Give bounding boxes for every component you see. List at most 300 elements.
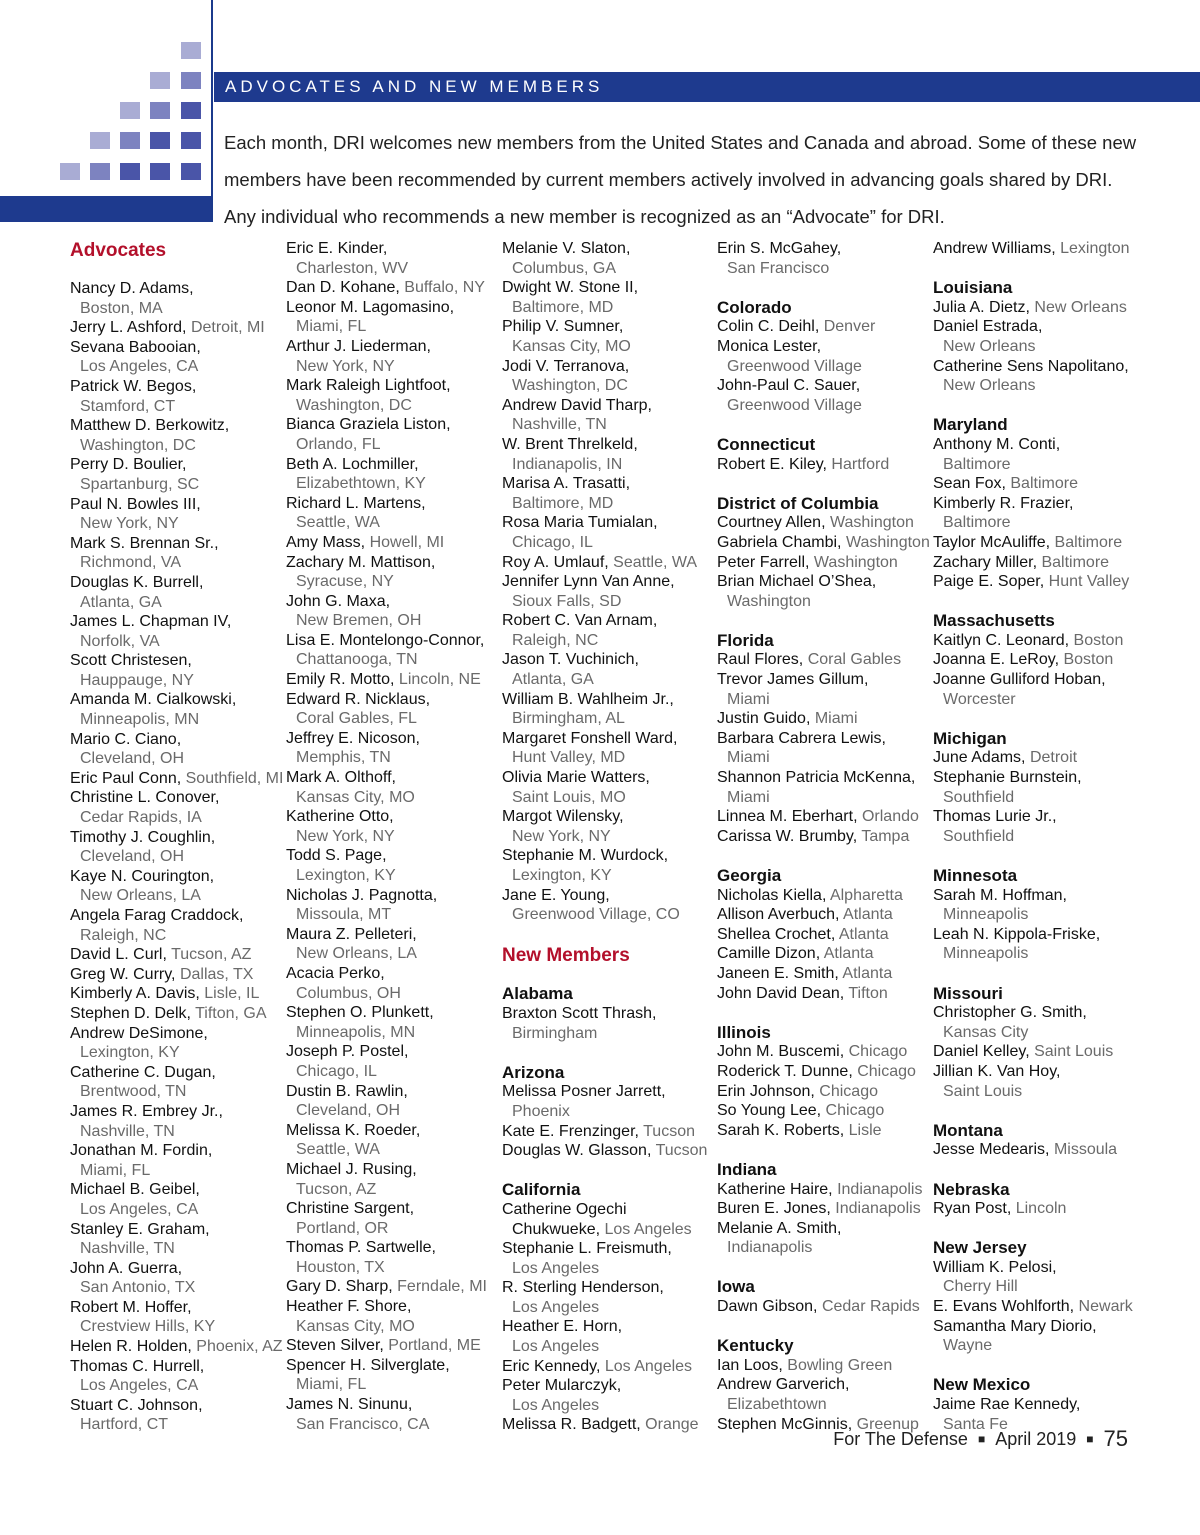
member-entry <box>70 1004 285 1024</box>
member-entry <box>502 650 717 670</box>
member-location: Lincoln <box>1011 1200 1067 1218</box>
member-name: Shellea Crochet, <box>717 925 836 943</box>
member-name: Andrew DeSimone, <box>70 1024 208 1042</box>
member-name: Courtney Allen, <box>717 514 826 532</box>
spacer <box>933 846 1148 866</box>
member-name: Scott Christesen, <box>70 652 192 670</box>
member-name: Jeffrey E. Nicoson, <box>286 729 420 747</box>
member-location: Baltimore <box>943 455 1011 473</box>
member-entry <box>933 670 1148 690</box>
member-location: Los Angeles <box>512 1396 600 1414</box>
member-name: Maura Z. Pelleteri, <box>286 925 417 943</box>
member-location: Minneapolis <box>943 945 1029 963</box>
member-location: Santa Fe <box>943 1415 1008 1433</box>
member-location: Kansas City, MO <box>512 337 631 355</box>
member-location: Washington, DC <box>512 377 628 395</box>
member-entry <box>502 729 717 749</box>
member-name: Eric Kennedy, <box>502 1357 601 1375</box>
member-name: Samantha Mary Diorio, <box>933 1317 1097 1335</box>
member-name: Daniel Kelley, <box>933 1043 1030 1061</box>
member-entry <box>502 1220 717 1240</box>
separator-icon: ■ <box>1086 1432 1094 1446</box>
member-location: Norfolk, VA <box>80 632 160 650</box>
member-entry <box>70 338 285 358</box>
section-title: ADVOCATES AND NEW MEMBERS <box>225 77 604 96</box>
member-name: Paul N. Bowles III, <box>70 495 201 513</box>
member-entry <box>717 1297 932 1317</box>
spacer <box>717 846 932 866</box>
member-location: Los Angeles <box>512 1259 600 1277</box>
member-name: Melanie V. Slaton, <box>502 240 631 257</box>
spacer <box>933 259 1148 279</box>
member-name: Robert M. Hoffer, <box>70 1298 192 1316</box>
member-name: Acacia Perko, <box>286 964 385 982</box>
member-name: Philip V. Sumner, <box>502 318 624 336</box>
member-name: Jodi V. Terranova, <box>502 357 630 375</box>
member-entry <box>933 886 1148 906</box>
member-entry <box>502 1357 717 1377</box>
state-heading: Massachusetts <box>933 611 1055 631</box>
member-location: Orlando, FL <box>296 435 381 453</box>
member-entry <box>286 1199 501 1219</box>
member-name: James R. Embrey Jr., <box>70 1102 223 1120</box>
state-heading: Georgia <box>717 866 782 885</box>
member-name: Stephen O. Plunkett, <box>286 1004 434 1022</box>
member-entry <box>70 690 285 710</box>
member-entry <box>502 357 717 377</box>
state-heading: Louisiana <box>933 278 1013 298</box>
member-name: Michael J. Rusing, <box>286 1160 417 1178</box>
member-location: Brentwood, TN <box>80 1083 187 1101</box>
member-name: Beth A. Lochmiller, <box>286 455 419 473</box>
member-name: Janeen E. Smith, <box>717 964 839 982</box>
member-entry <box>286 768 501 788</box>
member-entry <box>717 807 932 827</box>
member-name: Joanna E. LeRoy, <box>933 651 1060 669</box>
member-location: Atlanta <box>838 964 893 982</box>
member-entry <box>70 1141 285 1161</box>
member-name: Rosa Maria Tumialan, <box>502 514 658 532</box>
state-heading: Arizona <box>502 1062 565 1082</box>
member-location: Washington <box>825 514 914 532</box>
member-name: Trevor James Gillum, <box>717 671 869 689</box>
member-location: Chicago <box>821 1102 885 1120</box>
member-entry <box>933 572 1148 592</box>
member-entry <box>286 278 501 298</box>
member-name: Nancy D. Adams, <box>70 280 194 297</box>
member-location: Chattanooga, TN <box>296 651 418 669</box>
member-location: Indianapolis <box>727 1239 813 1257</box>
member-location: Buffalo, NY <box>399 279 485 297</box>
member-location: Kansas City, MO <box>296 788 415 806</box>
member-entry <box>70 1220 285 1240</box>
member-name: John-Paul C. Sauer, <box>717 377 861 395</box>
member-entry <box>717 827 932 847</box>
member-location: Detroit, MI <box>186 319 265 337</box>
member-entry <box>502 611 717 631</box>
member-location: Miami, FL <box>296 1376 367 1394</box>
member-name: Melissa K. Roeder, <box>286 1121 421 1139</box>
member-name: Greg W. Curry, <box>70 965 176 983</box>
member-location: Coral Gables, FL <box>296 710 417 728</box>
member-location: Los Angeles <box>600 1357 693 1375</box>
member-entry <box>502 846 717 866</box>
member-name: John David Dean, <box>717 984 845 1002</box>
member-entry <box>70 1396 285 1416</box>
state-heading: Kentucky <box>717 1336 794 1356</box>
member-name: William B. Wahlheim Jr., <box>502 690 674 708</box>
member-location: Lexington <box>1055 240 1130 257</box>
member-entry <box>502 886 717 906</box>
member-entry <box>717 376 932 396</box>
member-name: Brian Michael O’Shea, <box>717 573 877 591</box>
member-name: Amy Mass, <box>286 533 366 551</box>
member-location: Los Angeles, CA <box>80 1377 199 1395</box>
member-location: New York, NY <box>296 827 395 845</box>
spacer <box>717 474 932 494</box>
member-entry <box>502 317 717 337</box>
member-entry <box>933 494 1148 514</box>
member-entry <box>286 1003 501 1023</box>
member-entry <box>717 964 932 984</box>
member-entry <box>70 965 285 985</box>
member-name: Jane E. Young, <box>502 886 610 904</box>
state-heading: Florida <box>717 630 774 650</box>
member-name: John A. Guerra, <box>70 1259 183 1277</box>
page-number: 75 <box>1103 1426 1128 1451</box>
member-entry <box>70 984 285 1004</box>
member-entry <box>933 298 1148 318</box>
member-entry <box>933 1317 1148 1337</box>
member-name: Roy A. Umlauf, <box>502 553 609 571</box>
member-name: Joanne Gulliford Hoban, <box>933 671 1106 689</box>
member-name: Melanie A. Smith, <box>717 1219 842 1237</box>
state-heading: Minnesota <box>933 866 1018 885</box>
member-location: Chicago, IL <box>512 533 593 551</box>
column-1 <box>70 239 285 1435</box>
member-entry <box>933 239 1148 259</box>
member-entry <box>502 1122 717 1142</box>
member-name: Christine L. Conover, <box>70 789 220 807</box>
member-location: Houston, TX <box>296 1258 385 1276</box>
member-name: Sarah M. Hoffman, <box>933 886 1067 904</box>
member-entry <box>717 1199 932 1219</box>
member-location: Minneapolis <box>943 906 1029 924</box>
member-name: David L. Curl, <box>70 946 167 964</box>
member-entry <box>286 846 501 866</box>
member-name: John M. Buscemi, <box>717 1043 845 1061</box>
member-entry <box>70 906 285 926</box>
state-heading: Colorado <box>717 297 792 317</box>
member-entry <box>717 533 932 553</box>
member-entry <box>70 1357 285 1377</box>
member-name: Ryan Post, <box>933 1200 1012 1218</box>
member-location: Saint Louis <box>1029 1043 1114 1061</box>
member-name: Emily R. Motto, <box>286 671 395 689</box>
member-name: Daniel Estrada, <box>933 318 1043 336</box>
member-name: Chukwueke, <box>512 1220 601 1238</box>
member-name: Kaye N. Courington, <box>70 867 215 885</box>
member-name: Catherine Sens Napolitano, <box>933 357 1129 375</box>
member-entry <box>933 357 1148 377</box>
logo-square <box>60 163 80 180</box>
member-name: John G. Maxa, <box>286 592 391 610</box>
member-entry <box>70 455 285 475</box>
member-name: Christopher G. Smith, <box>933 1004 1087 1022</box>
spacer <box>717 611 932 631</box>
member-name: Spencer H. Silverglate, <box>286 1356 450 1374</box>
member-location: Crestview Hills, KY <box>80 1318 216 1336</box>
member-name: Margot Wilensky, <box>502 808 624 826</box>
member-entry <box>717 984 932 1004</box>
member-name: Thomas C. Hurrell, <box>70 1357 205 1375</box>
state-heading: District of Columbia <box>717 493 879 513</box>
member-name: Bianca Graziela Liston, <box>286 416 451 434</box>
member-entry <box>70 1259 285 1279</box>
member-name: Monica Lester, <box>717 337 822 355</box>
member-location: Elizabethtown, KY <box>296 475 426 493</box>
member-entry <box>502 1376 717 1396</box>
member-location: Raleigh, NC <box>512 631 599 649</box>
logo-square <box>150 132 170 149</box>
spacer <box>502 1043 717 1063</box>
member-name: Melissa Posner Jarrett, <box>502 1083 666 1101</box>
member-location: Miami <box>727 749 770 767</box>
member-entry <box>70 1298 285 1318</box>
member-name: Timothy J. Coughlin, <box>70 828 216 846</box>
member-name: James L. Chapman IV, <box>70 613 232 631</box>
member-name: Camille Dizon, <box>717 945 821 963</box>
member-location: Greenwood Village, CO <box>512 906 680 924</box>
spacer <box>933 709 1148 729</box>
member-name: Sean Fox, <box>933 475 1006 493</box>
member-name: Joseph P. Postel, <box>286 1043 409 1061</box>
member-entry <box>933 1140 1148 1160</box>
member-name: June Adams, <box>933 749 1026 767</box>
member-name: Jennifer Lynn Van Anne, <box>502 573 675 591</box>
spacer <box>717 1317 932 1337</box>
member-location: Washington <box>727 592 811 610</box>
member-location: Denver <box>819 318 876 336</box>
state-heading: Michigan <box>933 728 1007 748</box>
member-entry <box>717 337 932 357</box>
member-location: Indianapolis <box>830 1200 921 1218</box>
state-heading: Iowa <box>717 1277 755 1297</box>
member-name: Taylor McAuliffe, <box>933 533 1051 551</box>
member-entry <box>933 474 1148 494</box>
member-name: Stanley E. Graham, <box>70 1220 210 1238</box>
member-name: Eric E. Kinder, <box>286 240 388 257</box>
member-name: Leah N. Kippola-Friske, <box>933 925 1101 943</box>
member-location: Hauppauge, NY <box>80 671 194 689</box>
page-footer <box>833 1426 1128 1452</box>
member-entry <box>717 455 932 475</box>
member-entry <box>502 1004 717 1024</box>
member-location: Cherry Hill <box>943 1278 1018 1296</box>
member-name: Robert E. Kiley, <box>717 455 827 473</box>
member-location: Miami, FL <box>80 1161 151 1179</box>
member-location: Dallas, TX <box>175 965 254 983</box>
member-location: Boston <box>1059 651 1114 669</box>
member-name: Kaitlyn C. Leonard, <box>933 631 1070 649</box>
member-entry <box>286 670 501 690</box>
member-entry <box>933 1062 1148 1082</box>
member-name: Peter Farrell, <box>717 553 810 571</box>
member-entry <box>717 572 932 592</box>
member-location: Saint Louis <box>943 1082 1023 1100</box>
member-location: Coral Gables <box>803 651 902 669</box>
column-3 <box>502 239 717 1435</box>
member-location: New Orleans <box>943 337 1036 355</box>
member-entry <box>502 553 717 573</box>
member-location: Kansas City <box>943 1023 1029 1041</box>
member-name: Mark S. Brennan Sr., <box>70 534 219 552</box>
member-entry <box>933 807 1148 827</box>
member-name: Arthur J. Liederman, <box>286 337 431 355</box>
member-location: Miami <box>727 788 770 806</box>
member-location: Lisle <box>844 1121 882 1139</box>
member-location: Alpharetta <box>826 886 903 904</box>
member-location: Tucson <box>638 1122 695 1140</box>
member-location: Chicago <box>852 1062 916 1080</box>
member-location: New Orleans, LA <box>80 887 201 905</box>
member-location: Miami <box>810 710 858 728</box>
left-banner <box>0 196 211 222</box>
intro-paragraph: Each month, DRI welcomes new members from the United States and Canada and abroad. Some of these new members have been recommended by current members actively involved in advancing goals shared by DRI. Any individual who recommends a new member is recognized as an “Advocate” for DRI. <box>224 132 1137 227</box>
member-entry <box>502 435 717 455</box>
member-entry <box>717 729 932 749</box>
member-entry <box>286 1082 501 1102</box>
member-name: Melissa R. Badgett, <box>502 1416 641 1434</box>
member-location: Tifton <box>844 984 888 1002</box>
member-name: Katherine Otto, <box>286 808 394 826</box>
member-entry <box>933 925 1148 945</box>
section-heading: Advocates <box>70 240 167 261</box>
member-entry <box>286 592 501 612</box>
member-entry <box>717 1180 932 1200</box>
member-entry <box>286 964 501 984</box>
member-name: Dwight W. Stone II, <box>502 279 639 297</box>
member-location: Worcester <box>943 690 1016 708</box>
member-entry <box>717 905 932 925</box>
member-entry <box>286 533 501 553</box>
member-name: Andrew Williams, <box>933 240 1056 257</box>
member-location: New Orleans <box>1029 298 1127 316</box>
section-heading: New Members <box>502 945 630 967</box>
member-entry <box>502 572 717 592</box>
member-name: Carissa W. Brumby, <box>717 827 858 845</box>
member-entry <box>717 670 932 690</box>
member-location: Hunt Valley <box>1044 573 1130 591</box>
member-location: Los Angeles, CA <box>80 1200 199 1218</box>
spacer <box>717 1258 932 1278</box>
member-location: Newark <box>1074 1298 1133 1316</box>
member-entry <box>286 337 501 357</box>
member-name: Leonor M. Lagomasino, <box>286 298 455 316</box>
member-location: Atlanta, GA <box>80 593 162 611</box>
member-location: Baltimore <box>1050 533 1123 551</box>
member-location: Lexington, KY <box>80 1044 180 1062</box>
state-heading: Indiana <box>717 1159 777 1179</box>
member-entry <box>502 1278 717 1298</box>
member-entry <box>717 768 932 788</box>
member-location: Cedar Rapids <box>817 1298 920 1316</box>
spacer <box>502 1161 717 1181</box>
member-name: Anthony M. Conti, <box>933 435 1061 453</box>
member-name: Gary D. Sharp, <box>286 1278 393 1296</box>
member-entry <box>717 886 932 906</box>
member-entry <box>286 631 501 651</box>
member-entry <box>70 495 285 515</box>
member-entry <box>502 239 717 259</box>
member-entry <box>286 455 501 475</box>
member-location: Missoula, MT <box>296 906 392 924</box>
member-location: Baltimore, MD <box>512 298 614 316</box>
member-location: Baltimore <box>943 514 1011 532</box>
member-location: Lisle, IL <box>199 985 260 1003</box>
member-location: Los Angeles <box>512 1298 600 1316</box>
member-location: Washington <box>841 533 930 551</box>
member-location: Cedar Rapids, IA <box>80 809 202 827</box>
member-entry <box>933 1199 1148 1219</box>
member-name: Paige E. Soper, <box>933 573 1045 591</box>
member-name: Eric Paul Conn, <box>70 769 182 787</box>
member-location: Boston <box>1069 631 1124 649</box>
member-name: Stephanie L. Freismuth, <box>502 1240 672 1258</box>
member-entry <box>286 729 501 749</box>
logo-square <box>120 102 140 119</box>
member-entry <box>933 553 1148 573</box>
spacer <box>933 1219 1148 1239</box>
member-location: Phoenix <box>512 1102 570 1120</box>
member-name: Shannon Patricia McKenna, <box>717 769 916 787</box>
member-entry <box>933 631 1148 651</box>
member-name: Barbara Cabrera Lewis, <box>717 729 886 747</box>
member-entry <box>502 474 717 494</box>
member-name: Sevana Babooian, <box>70 338 201 356</box>
member-entry <box>933 1395 1148 1415</box>
member-location: Miami <box>727 690 770 708</box>
state-heading: Nebraska <box>933 1179 1010 1199</box>
member-location: Seattle, WA <box>296 514 380 532</box>
member-location: Kansas City, MO <box>296 1317 415 1335</box>
member-name: Patrick W. Begos, <box>70 377 197 395</box>
member-location: Atlanta, GA <box>512 671 594 689</box>
member-entry <box>286 553 501 573</box>
logo-square <box>150 72 170 89</box>
member-entry <box>717 317 932 337</box>
member-location: Chicago <box>814 1082 878 1100</box>
member-name: Stephanie Burnstein, <box>933 769 1082 787</box>
member-name: Michael B. Geibel, <box>70 1181 200 1199</box>
member-location: Stamford, CT <box>80 397 176 415</box>
state-heading: Alabama <box>502 984 573 1004</box>
member-location: Birmingham <box>512 1024 598 1042</box>
member-entry <box>717 1356 932 1376</box>
spacer <box>717 278 932 298</box>
member-entry <box>286 690 501 710</box>
member-name: Katherine Haire, <box>717 1180 833 1198</box>
member-entry <box>286 376 501 396</box>
logo-square <box>150 102 170 119</box>
member-location: Portland, OR <box>296 1219 389 1237</box>
member-location: Wayne <box>943 1337 993 1355</box>
member-name: Helen R. Holden, <box>70 1338 192 1356</box>
member-location: Lexington, KY <box>296 867 396 884</box>
member-entry <box>933 748 1148 768</box>
state-heading: California <box>502 1180 581 1200</box>
spacer <box>717 1140 932 1160</box>
